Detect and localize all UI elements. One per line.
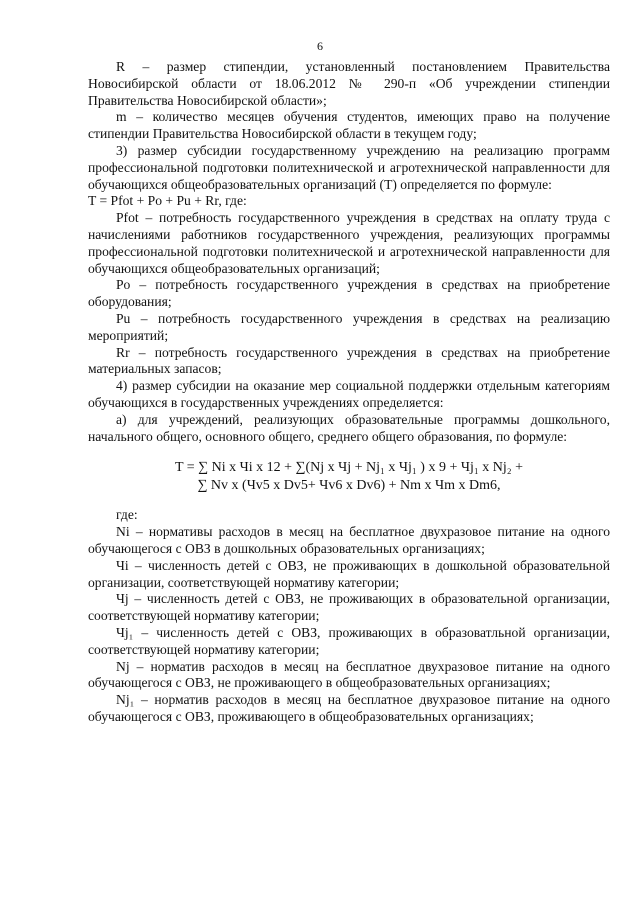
paragraph-po: Po – потребность государственного учреждения в средствах на приобретение оборудования; [88,277,610,310]
paragraph-r: R – размер стипендии, установленный постановлением Правительства Новосибирской области от 18.06.2012 № 290-п «Об учреждении стипендии Правительства Новосибирской области»; [88,59,610,108]
paragraph-gde: где: [116,507,138,523]
paragraph-item-3: 3) размер субсидии государственному учреждению на реализацию программ профессиональной подготовки политехнической и агротехнической направленности для обучающихся общеобразовательных организаций (T) определяется по формуле: [88,142,610,192]
paragraph-item-4: 4) размер субсидии на оказание мер социальной поддержки отдельным категориям обучающихся в государственных учреждениях определяется: [88,378,610,410]
page-number: 6 [317,39,323,53]
formula-t: T = Pfot + Po + Pu + Rr, где: [88,193,247,209]
paragraph-nj1: Nj₁ – норматив расходов в месяц на бесплатное двухразовое питание на одного обучающегося с ОВЗ, проживающего в общеобразовательных организациях; [88,692,610,724]
paragraph-chj: Чj – численность детей с ОВЗ, не проживающих в образовательной организации, соответствующей нормативу категории; [88,591,610,624]
paragraph-pfot: Pfot – потребность государственного учреждения в средствах на оплату труда с начислениями работников государственного учреждения, реализующих программы профессиональной подготовки политехнической и агротехнической направленности для обучающихся общеобразовательных организаций; [88,210,610,276]
formula-subsidy [88,459,610,495]
paragraph-nj: Nj – норматив расходов в месяц на бесплатное двухразовое питание на одного обучающегося с ОВЗ, не проживающего в общеобразовательных организациях; [88,658,610,691]
formula-subsidy-line-1: T = ∑ Ni x Чi x 12 + ∑(Nj x Чj + Nj₁ x Чj₁ ) x 9 + Чj₁ x Nj₂ + [174,460,524,476]
paragraph-item-4a: а) для учреждений, реализующих образовательные программы дошкольного, начального общего, основного общего, среднего общего образования, по формуле: [88,411,610,444]
paragraph-pu: Pu – потребность государственного учреждения в средствах на реализацию мероприятий; [88,310,610,343]
paragraph-ni: Ni – нормативы расходов в месяц на бесплатное двухразовое питание на одного обучающегося с ОВЗ в дошкольных образовательных организациях; [88,524,610,556]
paragraph-chj1: Чj₁ – численность детей с ОВЗ, проживающих в образоватльной организации, соответствующей нормативу категории; [88,624,610,657]
paragraph-chi: Чi – численность детей с ОВЗ, не проживающих в дошкольной образовательной организации, соответствующей нормативу категории; [88,557,610,590]
document-body [88,59,610,726]
formula-subsidy-line-2: ∑ Nv x (Чv5 x Dv5+ Чv6 x Dv6) + Nm x Чm x Dm6, [197,478,501,494]
paragraph-m: m – количество месяцев обучения студентов, имеющих право на получение стипендии Правительства Новосибирской области в текущем году; [88,109,610,142]
paragraph-rr: Rr – потребность государственного учреждения в средствах на приобретение материальных запасов; [88,344,610,377]
